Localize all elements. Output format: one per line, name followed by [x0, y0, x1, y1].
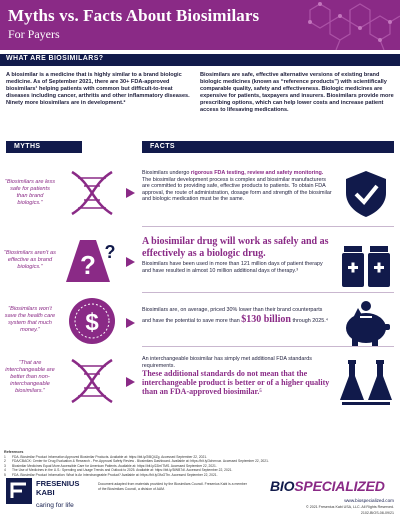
row-divider: [142, 292, 394, 293]
shield-check-icon: [338, 167, 394, 219]
fact-3-savings: $130 billion: [241, 313, 291, 325]
fact-3-intro: Biosimilars are, on average, priced 30% lower than their brand counterparts and have the potential to save more than: [142, 307, 323, 324]
lab-flasks-icon: [338, 356, 394, 408]
biospecialized-logo: BIOSPECIALIZED: [270, 478, 385, 494]
copyright: © 2021 Fresenius Kabi USA, LLC. All Rights Reserved.: [306, 505, 394, 509]
references-title: References: [4, 450, 24, 454]
myth-1: “Biosimilars are less safe for patients than brand biologics.”: [4, 179, 56, 206]
intro-right-text: Biosimilars are safe, effective alternative versions of existing brand biologic medicines (known as “reference products”) with scientifically comparable quality, safety and effectiveness. Biologic medicines are expensive for patients, taxpayers and insurers. Biosimilars provide more prescribing options, which can help lower costs and increase patient access to lifesaving medications.: [200, 72, 394, 113]
fresenius-kabi-logo-icon: [6, 478, 32, 504]
fresenius-kabi-tagline: caring for life: [36, 502, 74, 509]
footer-note: Document adapted from materials provided by the Biosimilars Council. Fresenius Kabi is a member of the Biosimilars Council, a division of AAM.: [98, 482, 247, 491]
arrow-right-icon: [124, 256, 136, 268]
dna-icon-alt: [66, 356, 118, 406]
reference-item: 4 The Use of Medicines in the U.S.: Spending and Usage Trends and Outlook to 2025. Available at: https://bit.ly/3iWB7dl. Accessed September 22, 2021.: [4, 468, 233, 473]
myth-4: “That are interchangeable are better than non-interchangeable biosimilars.”: [5, 360, 55, 394]
fact-1: [142, 170, 332, 203]
fact-1-intro: Biosimilars undergo: [142, 170, 191, 176]
dollar-coin-icon: [66, 296, 118, 346]
reference-item: 5 FDA. Biosimilar Product Information: What Is An Interchangeable Product? Available at: https://bit.ly/3fuGTtn. Accessed September 22, 2021.: [4, 472, 218, 477]
question-marks-icon: [66, 236, 118, 286]
intro-left-text: A biosimilar is a medicine that is highly similar to a brand biologic medicine. As of September 2021, there are 30+ FDA-approved biosimilars¹ helping patients with common but difficult-to-treat diseases including cancer, arthritis and other inflammatory diseases. Ninety more biosimilars are in development.²: [6, 72, 190, 106]
section-heading: WHAT ARE BIOSIMILARS?: [6, 55, 104, 62]
document-code: 2102-BIOS-08-09/21: [360, 511, 394, 515]
fact-3-body: through 2025.⁴: [290, 317, 329, 324]
medicine-bottles-icon: [338, 240, 394, 292]
reference-item: 1 FDA. Biosimilar Product Information Approved Biosimilar Products. Available at: https://bit.ly/2iBQ4Zg. Accessed September 22, 2021.: [4, 454, 208, 459]
fact-2: [142, 236, 332, 274]
facts-label: FACTS: [150, 143, 175, 150]
fact-4-intro: An interchangeable biosimilar has simply met additional FDA standards requirements.: [142, 356, 312, 369]
fact-4: [142, 356, 332, 396]
myths-header: [6, 141, 82, 153]
dna-icon: [66, 168, 118, 218]
fact-3: [142, 307, 332, 325]
arrow-right-icon: [124, 187, 136, 199]
svg-text:?: ?: [104, 242, 116, 262]
svg-text:$: $: [85, 309, 99, 336]
fact-4-headline: These additional standards do not mean that the interchangeable product is better or of a higher quality than an FDA-approved biosimilar.⁵: [142, 369, 330, 397]
molecule-graphic: [280, 0, 400, 50]
myth-2: “Biosimilars aren’t as effective as brand biologics.”: [4, 250, 56, 270]
arrow-right-icon: [124, 376, 136, 388]
facts-header: [142, 141, 394, 153]
section-heading-bar: [0, 54, 400, 66]
reference-item: 2 FDA/CBACK: Center for Drug Evaluation & Research - Pre-Approval Safety Review - Biosimilars Dashboard. Available at: https://bit.ly/3chmxux. Accessed September 22, 2021.: [4, 459, 269, 464]
reference-item: 3 Biosimilar Medicines Equal More Accessible Care for American Patients. Available at: https://bit.ly/2ZmITMS. Accessed September 22, 2021.: [4, 463, 217, 468]
piggy-bank-icon: [338, 298, 394, 350]
fresenius-kabi-name: FRESENIUS KABI: [36, 479, 80, 497]
fact-1-highlight: rigorous FDA testing, review and safety monitoring.: [190, 170, 324, 176]
fact-2-headline: A biosimilar drug will work as safely and as effectively as a biologic drug.: [142, 236, 329, 259]
fact-2-body: Biosimilars have been used in more than 121 million days of patient therapy and have resulted in almost 10 million additional days of therapy.³: [142, 261, 323, 274]
footer: [0, 474, 400, 518]
arrow-right-icon: [124, 317, 136, 329]
myth-3: “Biosimilars won’t save the health care system that much money.”: [4, 306, 56, 333]
row-divider: [142, 346, 394, 347]
fact-1-body: The biosimilar development process is complex and biosimilar manufacturers are committed to providing safe, effective products to patients. To obtain FDA approval, the route of administration, dosage form and strength of the biosimilar and biologic medication must be the same.: [142, 176, 332, 203]
row-divider: [142, 226, 394, 227]
website-link[interactable]: www.biospecialized.com: [344, 498, 394, 503]
page-title: Myths vs. Facts About Biosimilars: [8, 6, 260, 25]
page-subtitle: For Payers: [8, 27, 60, 41]
myths-label: MYTHS: [14, 143, 41, 150]
header-banner: [0, 0, 400, 50]
svg-text:?: ?: [80, 250, 96, 280]
